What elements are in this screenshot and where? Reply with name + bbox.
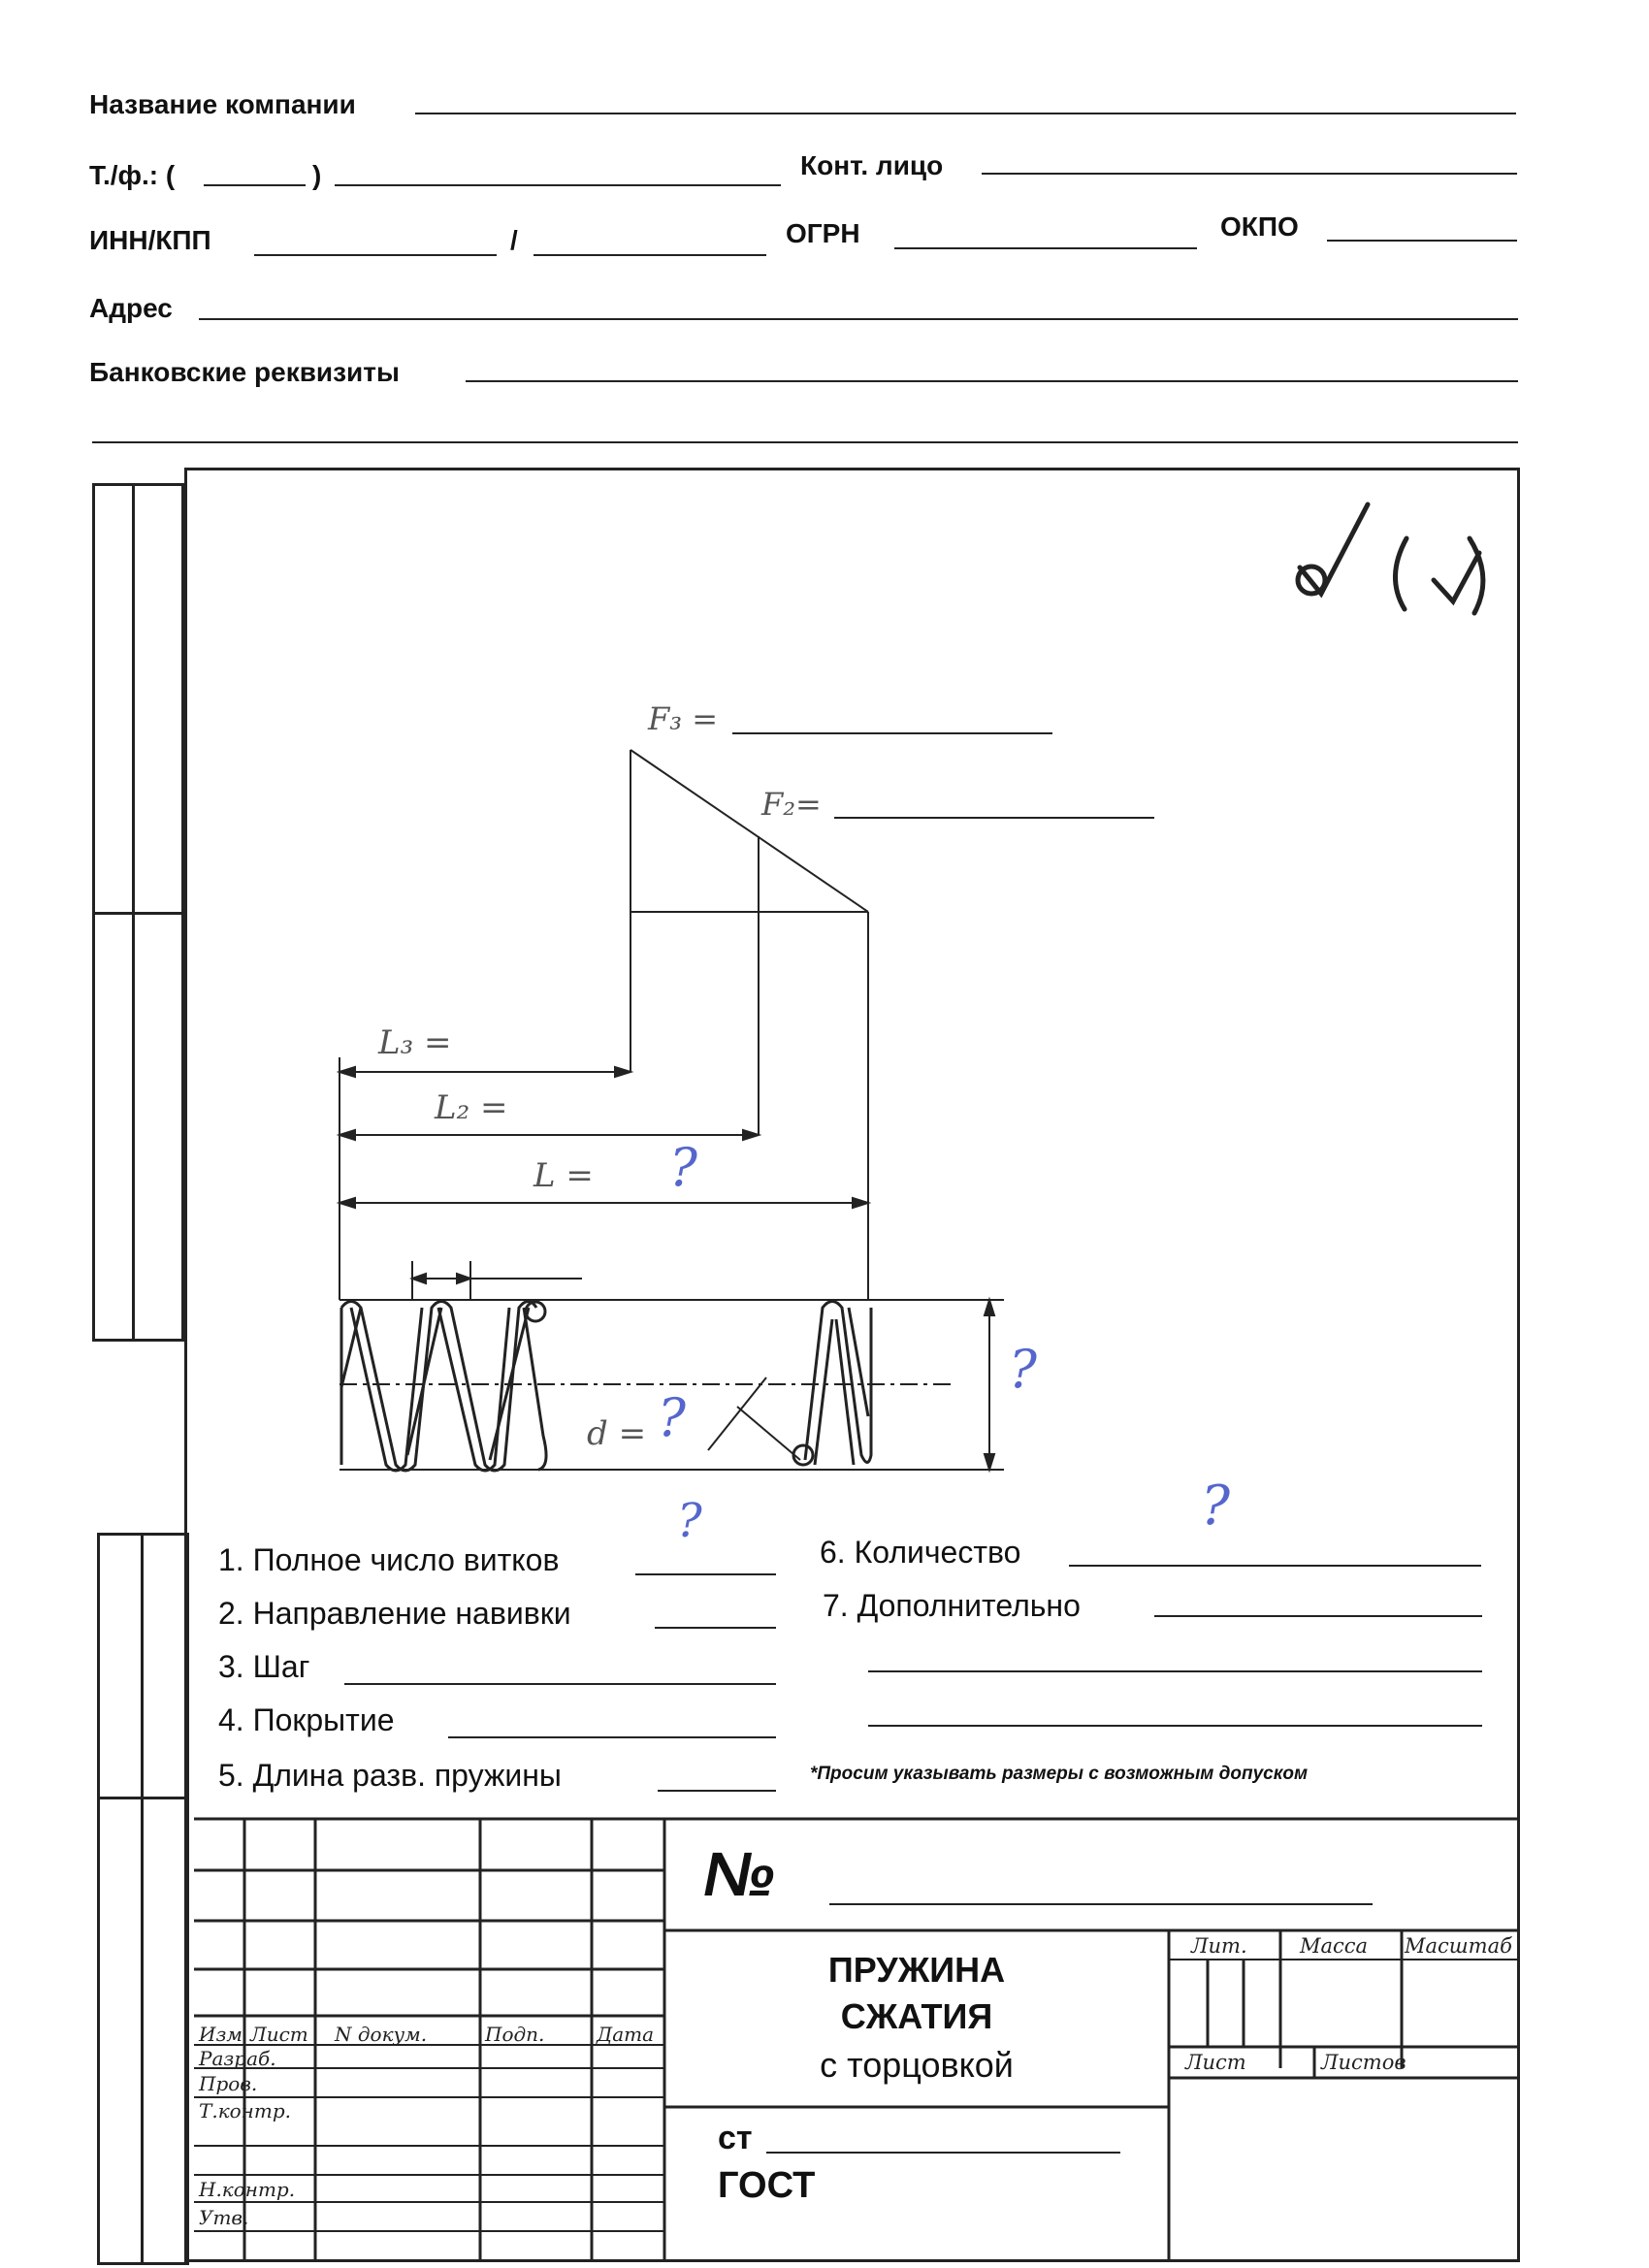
gost-label: ГОСТ	[718, 2165, 816, 2206]
f3-label: F₃ =	[648, 700, 719, 737]
ogrn-label: ОГРН	[786, 218, 860, 248]
lit-label: Лит.	[1191, 1934, 1247, 1958]
col-izm: Изм	[199, 2023, 242, 2046]
inn-label: ИНН/КПП	[89, 225, 211, 255]
steel-field[interactable]	[766, 2152, 1120, 2154]
l-label: L =	[534, 1156, 594, 1195]
param-pitch: 3. Шаг	[218, 1649, 310, 1684]
contact-label: Конт. лицо	[800, 150, 944, 180]
row-tkontr: Т.контр.	[199, 2099, 291, 2122]
title-line-2: СЖАТИЯ	[840, 1996, 993, 2036]
param-coils: 1. Полное число витков	[218, 1542, 560, 1577]
title-line-1: ПРУЖИНА	[827, 1950, 1006, 1990]
row-nkontr: Н.контр.	[199, 2178, 296, 2201]
param-extra: 7. Дополнительно	[823, 1588, 1081, 1623]
l2-label: L₂ =	[435, 1088, 508, 1127]
phone-close: )	[312, 160, 322, 190]
drawing-number-field[interactable]	[829, 1903, 1373, 1905]
inn-slash: /	[510, 225, 518, 255]
height-question: ?	[1009, 1339, 1037, 1400]
col-list: Лист	[250, 2023, 308, 2046]
sheets-label: Листов	[1321, 2051, 1406, 2074]
col-ndoc: N докум.	[335, 2023, 428, 2046]
col-data: Дата	[597, 2023, 655, 2046]
col-podp: Подп.	[485, 2023, 545, 2046]
steel-label: ст	[718, 2120, 753, 2156]
param-coating: 4. Покрытие	[218, 1702, 395, 1737]
massa-label: Масса	[1300, 1934, 1369, 1958]
f2-label: F₂=	[761, 786, 822, 823]
param-direction: 2. Направление навивки	[218, 1596, 571, 1631]
d-question: ?	[658, 1387, 686, 1448]
row-razrab: Разраб.	[199, 2047, 276, 2070]
param-quantity: 6. Количество	[820, 1535, 1021, 1570]
d-label: d =	[587, 1414, 647, 1453]
param-length: 5. Длина разв. пружины	[218, 1758, 562, 1793]
masshtab-label: Масштаб	[1405, 1934, 1512, 1958]
coils-question: ?	[677, 1494, 702, 1548]
l3-label: L₃ =	[378, 1023, 452, 1062]
phone-label: Т./ф.: (	[89, 160, 176, 190]
tolerance-note: *Просим указывать размеры с возможным допуском	[810, 1764, 1309, 1784]
sheet-label: Лист	[1185, 2051, 1246, 2074]
number-sign: №	[703, 1839, 775, 1909]
okpo-label: ОКПО	[1220, 211, 1299, 242]
row-utv: Утв.	[199, 2206, 249, 2229]
l-question: ?	[669, 1137, 697, 1198]
company-label: Название компании	[89, 89, 356, 119]
bank-label: Банковские реквизиты	[89, 357, 400, 387]
address-label: Адрес	[89, 293, 173, 323]
row-prov: Пров.	[199, 2072, 258, 2095]
quantity-question: ?	[1201, 1474, 1231, 1538]
title-line-3: с торцовкой	[820, 2045, 1014, 2085]
